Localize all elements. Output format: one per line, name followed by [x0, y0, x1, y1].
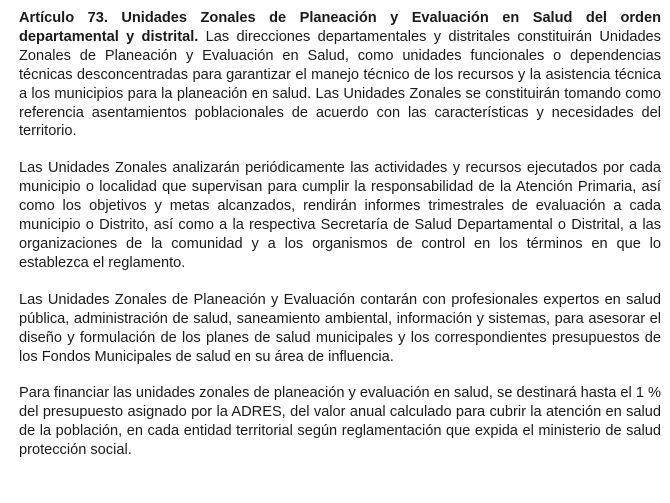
article-heading: Artículo 73. Unidades Zonales de Planeación y Evaluación en Salud del orden departamental y distrital. — [19, 10, 661, 45]
article-paragraph-1-text: Las direcciones departamentales y distritales constituirán Unidades Zonales de Planeación y Evaluación en Salud, como unidades funcionales o dependencias técnicas desconcentradas para garantizar el manejo técnico de los recursos y la asistencia técnica a los municipios para la planeación en salud. Las Unidades Zonales se constituirán tomando como referencia asentamientos poblacionales de acuerdo con las características y necesidades del territorio. — [19, 28, 661, 140]
article-paragraph-2: Las Unidades Zonales analizarán periódicamente las actividades y recursos ejecutados por cada municipio o localidad que supervisan para cumplir la responsabilidad de la Atención Primaria, así como los objetivos y metas alcanzados, rendirán informes trimestrales de evaluación a cada municipio o Distrito, así como a la respectiva Secretaría de Salud Departamental o Distrital, a las organizaciones de la comunidad y a los organismos de control en los términos en que lo establezca el reglamento. — [19, 160, 661, 271]
article-paragraph-4: Para financiar las unidades zonales de planeación y evaluación en salud, se destinará hasta el 1 % del presupuesto asignado por la ADRES, del valor anual calculado para cubrir la atención en salud de la población, en cada entidad territorial según reglamentación que expida el ministerio de salud protección social. — [19, 385, 661, 459]
article-paragraph-1 — [19, 9, 661, 141]
article-paragraph-3: Las Unidades Zonales de Planeación y Evaluación contarán con profesionales expertos en salud pública, administración de salud, saneamiento ambiental, información y sistemas, para asesorar el diseño y formulación de los planes de salud municipales y los correspondientes presupuestos de los Fondos Municipales de salud en su área de influencia. — [19, 291, 661, 365]
